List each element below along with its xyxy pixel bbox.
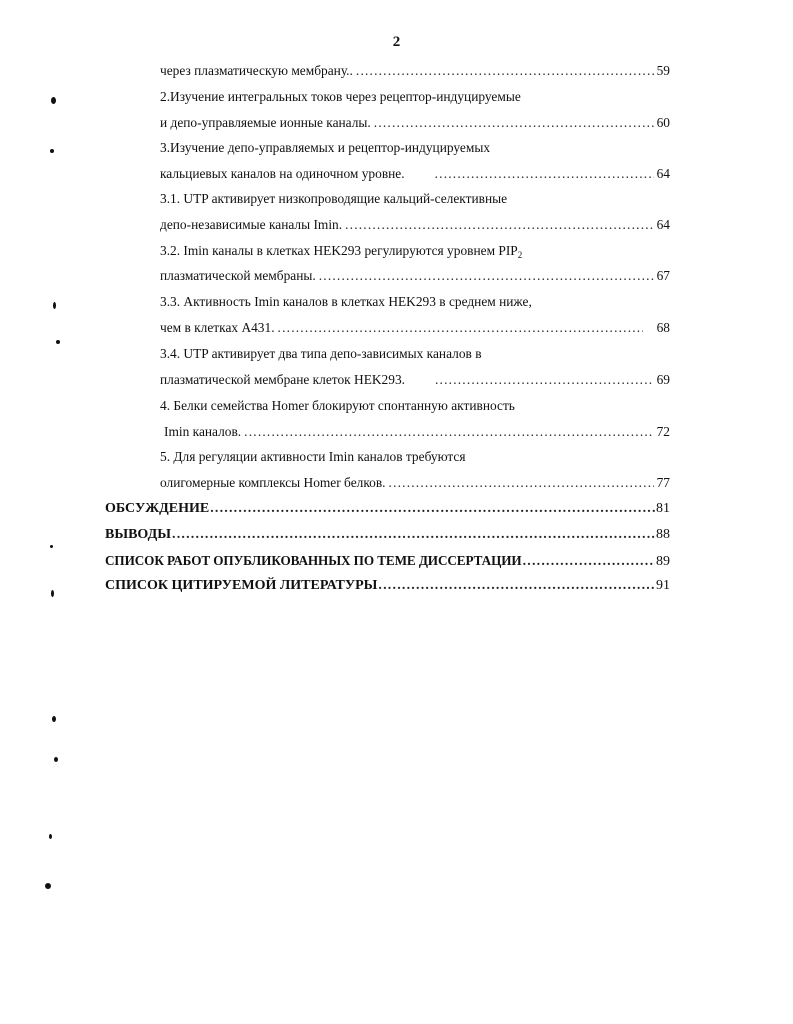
toc-entry [160,293,532,311]
subscript: 2 [517,250,523,260]
toc-entry-text: 5. Для регуляции активности Imin каналов требуются [160,449,466,464]
toc-entry-text: и депо-управляемые ионные каналы. [160,115,371,130]
toc-leader-dots [278,319,643,337]
toc-entry [164,423,670,441]
toc-entry-text: олигомерные комплексы Homer белков. [160,475,386,490]
toc-entry [160,397,515,415]
toc-entry-text: 2.Изучение интегральных токов через рецептор-индуцируемые [160,89,521,104]
toc-entry-page: 72 [656,424,670,439]
toc-entry-text: плазматической мембраны. [160,268,316,283]
toc-entry-text: Imin каналов. [164,424,242,439]
toc-section [105,577,670,595]
scan-speck [50,545,53,548]
toc-section [105,526,670,544]
scan-speck [51,590,54,597]
toc-entry-text: 3.1. UTP активирует низкопроводящие кальций-селективные [160,191,508,206]
toc-entry-page: 64 [656,166,670,181]
toc-entry-text-main: 3.2. Imin каналы в клетках HEK293 регулируются уровнем PIP [160,243,518,258]
toc-entry [160,242,522,264]
toc-entry [160,62,670,80]
toc-section [105,500,670,518]
toc-leader-dots [435,371,654,389]
toc-leader-dots [523,553,655,571]
toc-entry-page: 64 [656,217,670,232]
page-number: 2 [392,34,401,50]
toc-section-page: 91 [656,578,670,593]
toc-entry-text: 3.3. Активность Imin каналов в клетках HEK293 в среднем ниже, [160,294,532,309]
scan-speck [56,340,60,344]
toc-leader-dots [378,577,655,595]
toc-leader-dots [345,216,654,234]
toc-entry-text: через плазматическую мембрану.. [160,63,353,78]
toc-leader-dots [389,474,654,492]
toc-entry-text: депо-независимые каналы Imin. [160,217,343,232]
toc-leader-dots [374,114,654,132]
scan-speck [51,97,56,104]
toc-entry-text [160,242,522,264]
toc-entry-page: 69 [656,372,670,387]
toc-section-title: СПИСОК РАБОТ ОПУБЛИКОВАННЫХ ПО ТЕМЕ ДИССЕРТАЦИИ [105,553,522,568]
toc-entry-page: 60 [656,115,670,130]
toc-section-page: 89 [656,554,670,569]
toc-section-title: СПИСОК ЦИТИРУЕМОЙ ЛИТЕРАТУРЫ [105,578,378,593]
toc-entry [160,114,670,132]
toc-entry-text: 4. Белки семейства Homer блокируют спонтанную активность [160,398,515,413]
toc-entry [160,371,670,389]
toc-leader-dots [435,165,654,183]
scan-speck [52,716,56,722]
toc-entry [160,139,490,157]
toc-entry [160,319,670,337]
scan-speck [50,149,54,153]
toc-entry [160,267,670,285]
toc-entry-text: 3.Изучение депо-управляемых и рецептор-индуцируемых [160,140,491,155]
toc-entry-page: 59 [656,63,670,78]
toc-entry-text: плазматической мембране клеток HEK293. [160,372,405,387]
scan-speck [53,302,56,309]
toc-entry [160,448,466,466]
scan-speck [45,883,51,889]
toc-section-title: ВЫВОДЫ [105,527,171,542]
toc-leader-dots [210,500,655,518]
toc-section-page: 88 [656,527,670,542]
toc-section [105,552,670,571]
toc-leader-dots [172,526,655,544]
toc-entry [160,88,521,106]
toc-entry-text: кальциевых каналов на одиночном уровне. [160,166,405,181]
scan-speck [54,757,58,762]
scan-speck [49,834,52,839]
toc-entry-text: чем в клетках A431. [160,320,275,335]
toc-leader-dots [356,62,654,80]
toc-entry-page: 67 [656,268,670,283]
toc-entry [160,474,670,492]
toc-entry-page: 77 [656,475,670,490]
toc-entry [160,165,670,183]
toc-entry-page: 68 [656,320,670,335]
toc-section-title: ОБСУЖДЕНИЕ [105,501,210,516]
toc-entry-text: 3.4. UTP активирует два типа депо-зависимых каналов в [160,346,482,361]
toc-entry [160,345,482,363]
toc-leader-dots [244,423,653,441]
toc-section-page: 81 [656,501,670,516]
toc-leader-dots [319,267,654,285]
toc-entry [160,190,507,208]
toc-entry [160,216,670,234]
